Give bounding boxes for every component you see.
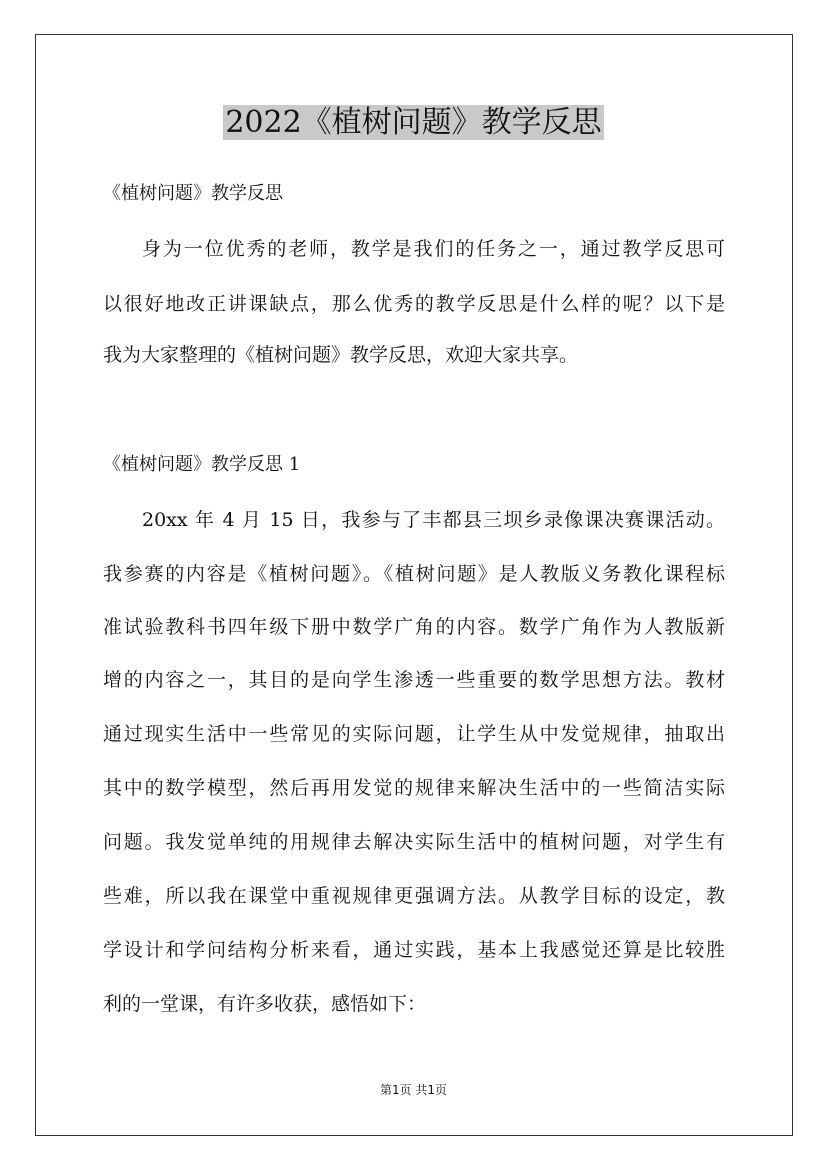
section1-heading: 《植树问题》教学反思 1 (103, 454, 301, 475)
intro-heading: 《植树问题》教学反思 (103, 183, 283, 204)
intro-paragraph-line: 我为大家整理的《植树问题》教学反思，欢迎大家共享。 (103, 344, 579, 366)
page-footer: 第1页 共1页 (379, 1083, 448, 1097)
section1-paragraph-line: 增的内容之一，其目的是向学生渗透一些重要的数学思想方法。教材 (103, 669, 725, 691)
section1-paragraph-line: 学设计和学问结构分析来看，通过实践，基本上我感觉还算是比较胜 (103, 939, 725, 961)
section1-paragraph-line: 问题。我发觉单纯的用规律去解决实际生活中的植树问题，对学生有 (103, 831, 725, 853)
section1-paragraph-line: 通过现实生活中一些常见的实际问题，让学生从中发觉规律，抽取出 (103, 723, 725, 745)
section1-paragraph-line: 其中的数学模型，然后再用发觉的规律来解决生活中的一些简洁实际 (103, 777, 725, 799)
intro-paragraph-line: 身为一位优秀的老师，教学是我们的任务之一，通过教学反思可 (142, 238, 725, 260)
section1-paragraph-line: 20xx 年 4 月 15 日，我参与了丰都县三坝乡录像课决赛课活动。 (142, 509, 725, 531)
section1-paragraph-line: 我参赛的内容是《植树问题》。《植树问题》是人教版义务教化课程标 (103, 563, 725, 585)
section1-paragraph-line: 准试验教科书四年级下册中数学广角的内容。数学广角作为人教版新 (103, 616, 725, 638)
section1-paragraph-line: 利的一堂课，有许多收获，感悟如下： (103, 993, 427, 1015)
intro-paragraph-line: 以很好地改正讲课缺点，那么优秀的教学反思是什么样的呢？以下是 (103, 293, 725, 315)
section1-paragraph-line: 些难，所以我在课堂中重视规律更强调方法。从教学目标的设定，教 (103, 885, 725, 907)
document-title (0, 102, 827, 144)
document-title-text: 2022《植树问题》教学反思 (225, 105, 602, 140)
